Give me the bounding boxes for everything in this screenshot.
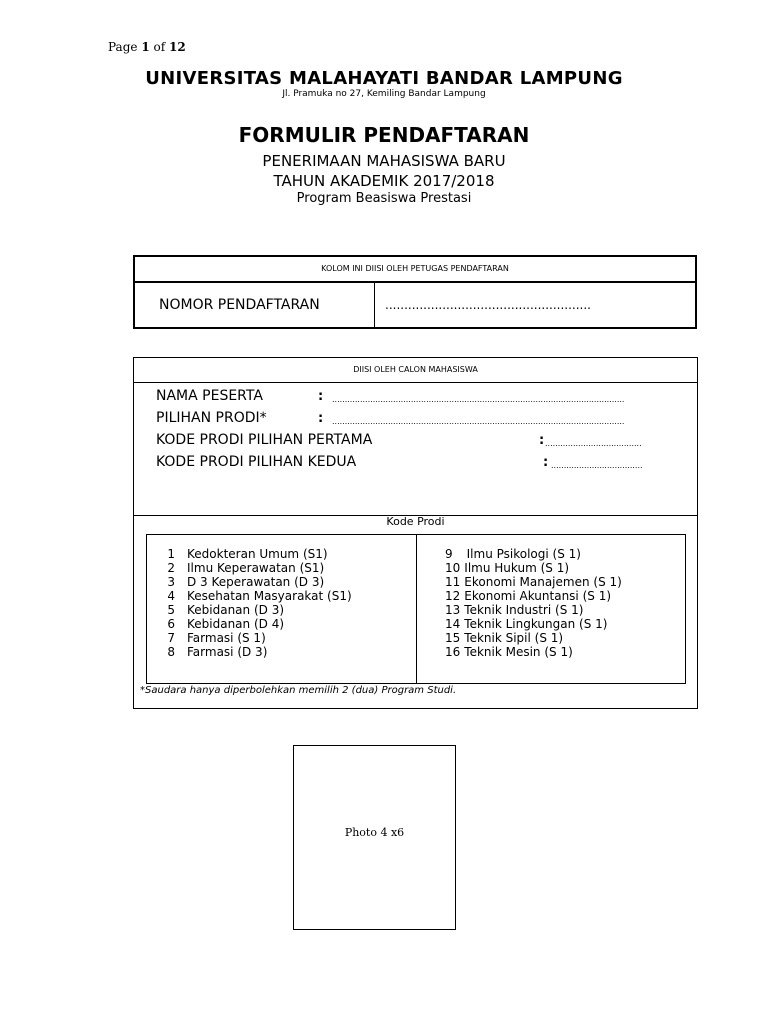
- officer-box: [133, 255, 697, 329]
- candidate-box: [133, 357, 698, 709]
- university-address: Jl. Pramuka no 27, Kemiling Bandar Lampung: [282, 89, 486, 99]
- officer-box-heading: KOLOM INI DIISI OLEH PETUGAS PENDAFTARAN: [135, 257, 695, 283]
- first-choice-code-field[interactable]: ......................................: [545, 439, 642, 448]
- page-of-label: of: [153, 40, 166, 54]
- program-list-right: [445, 547, 622, 659]
- list-item: 16 Teknik Mesin (S 1): [445, 645, 573, 659]
- registration-number-label: NOMOR PENDAFTARAN: [135, 283, 375, 327]
- list-item: 11 Ekonomi Manajemen (S 1): [445, 575, 622, 589]
- first-choice-code-colon: :: [539, 433, 545, 448]
- form-subtitle-admission: PENERIMAAN MAHASISWA BARU: [262, 152, 506, 170]
- list-item: 4 Kesehatan Masyarakat (S1): [167, 589, 352, 603]
- page-label: Page: [108, 40, 138, 54]
- candidate-box-heading: DIISI OLEH CALON MAHASISWA: [134, 358, 697, 383]
- list-item: 3 D 3 Keperawatan (D 3): [167, 575, 325, 589]
- program-choice-note: *Saudara hanya diperbolehkan memilih 2 (dua) Program Studi.: [140, 685, 457, 696]
- list-item: 8 Farmasi (D 3): [167, 645, 268, 659]
- list-item: 7 Farmasi (S 1): [167, 631, 266, 645]
- program-choice-field[interactable]: ...................................................................................................................: [332, 417, 625, 426]
- list-item: 1 Kedokteran Umum (S1): [167, 547, 328, 561]
- program-code-table: [146, 534, 686, 684]
- second-choice-code-label: KODE PRODI PILIHAN KEDUA: [156, 454, 357, 470]
- registration-number-field[interactable]: ......................................................: [385, 298, 591, 312]
- form-subtitle-program: Program Beasiswa Prestasi: [296, 191, 472, 206]
- form-subtitle-year: TAHUN AKADEMIK 2017/2018: [273, 172, 495, 190]
- university-name: UNIVERSITAS MALAHAYATI BANDAR LAMPUNG: [145, 68, 623, 89]
- second-choice-code-colon: :: [543, 455, 549, 470]
- participant-name-field[interactable]: ...................................................................................................................: [332, 395, 625, 404]
- form-title: FORMULIR PENDAFTARAN: [238, 123, 530, 147]
- list-item: 15 Teknik Sipil (S 1): [445, 631, 564, 645]
- participant-name-label: NAMA PESERTA: [156, 388, 263, 404]
- photo-box: [293, 745, 456, 930]
- list-item: 14 Teknik Lingkungan (S 1): [445, 617, 608, 631]
- list-item: 13 Teknik Industri (S 1): [445, 603, 584, 617]
- first-choice-code-label: KODE PRODI PILIHAN PERTAMA: [156, 432, 373, 448]
- list-item: 12 Ekonomi Akuntansi (S 1): [445, 589, 612, 603]
- column-divider: [416, 535, 417, 683]
- list-item: 6 Kebidanan (D 4): [167, 617, 285, 631]
- page-current: 1: [141, 40, 150, 54]
- page-total: 12: [169, 40, 186, 54]
- list-item: 2 Ilmu Keperawatan (S1): [167, 561, 325, 575]
- program-choice-label: PILIHAN PRODI*: [156, 410, 267, 426]
- list-item: 10 Ilmu Hukum (S 1): [445, 561, 570, 575]
- participant-name-colon: :: [318, 389, 324, 404]
- list-item: 5 Kebidanan (D 3): [167, 603, 285, 617]
- list-item: 9 Ilmu Psikologi (S 1): [445, 547, 581, 561]
- second-choice-code-field[interactable]: ....................................: [551, 461, 643, 470]
- program-code-title: Kode Prodi: [386, 515, 445, 528]
- page-number: [108, 40, 186, 54]
- program-choice-colon: :: [318, 411, 324, 426]
- photo-label: Photo 4 x6: [344, 826, 405, 839]
- program-list-left: [153, 547, 352, 659]
